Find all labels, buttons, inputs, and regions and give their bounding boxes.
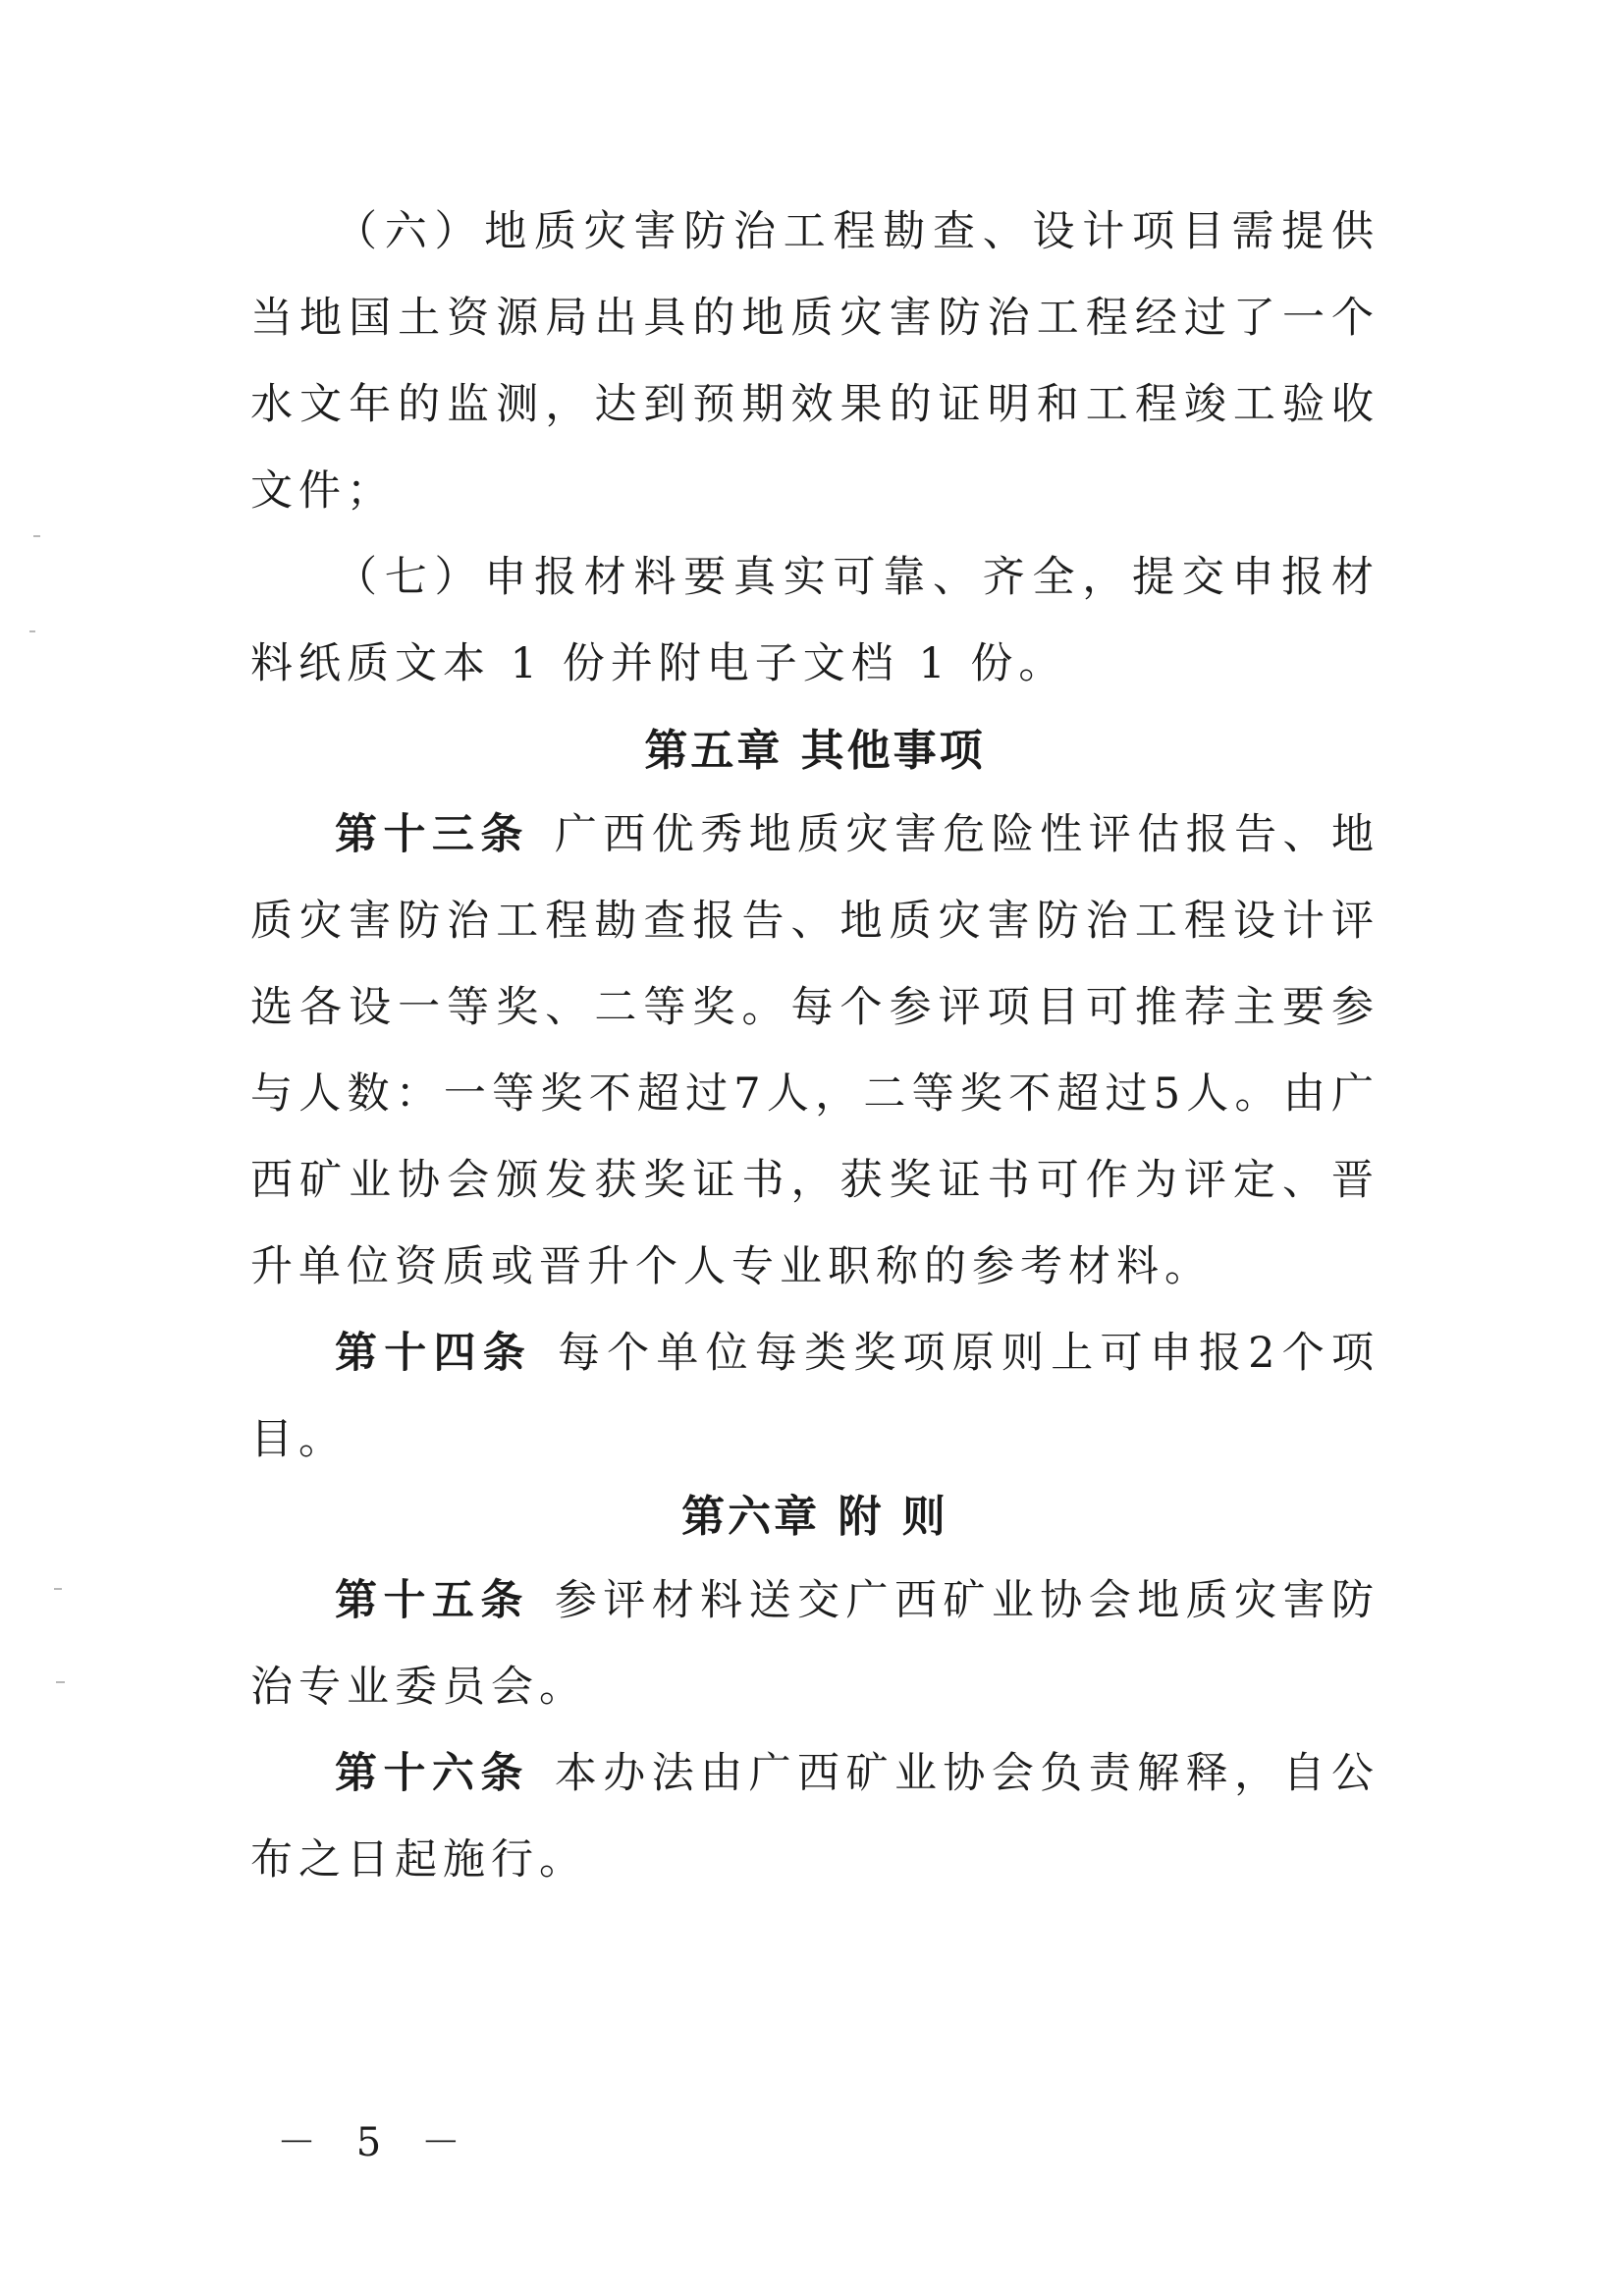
article-14-label: 第十四条 (335, 1329, 532, 1378)
paragraph-item-7: （七）申报材料要真实可靠、齐全，提交申报材料纸质文本 1 份并附电子文档 1 份。 (250, 553, 1380, 688)
chapter-6-body (250, 1558, 1380, 1903)
article-16-text: 本办法由广西矿业协会负责解释，自公布之日起施行。 (250, 1749, 1380, 1885)
article-15 (250, 1558, 1380, 1730)
article-13-text: 广西优秀地质灾害危险性评估报告、地质灾害防治工程勘查报告、地质灾害防治工程设计评选各设一等奖、二等奖。每个参评项目可推荐主要参与人数：一等奖不超过7人，二等奖不超过5人。由广西矿业协会颁发获奖证书，获奖证书可作为评定、晋升单位资质或晋升个人专业职称的参考材料。 (250, 810, 1380, 1291)
scan-mark (56, 1681, 65, 1683)
article-15-text: 参评材料送交广西矿业协会地质灾害防治专业委员会。 (250, 1576, 1380, 1712)
chapter-5-body (250, 792, 1380, 1483)
article-15-label: 第十五条 (335, 1576, 529, 1625)
scan-mark (33, 535, 40, 537)
article-13 (250, 792, 1380, 1310)
chapter-6-title: 第六章 附 则 (681, 1492, 948, 1542)
article-16 (250, 1730, 1380, 1903)
paragraph-item-6: （六）地质灾害防治工程勘查、设计项目需提供当地国土资源局出具的地质灾害防治工程经过了一个水文年的监测，达到预期效果的证明和工程竣工验收文件； (250, 207, 1380, 516)
intro-section (250, 189, 1380, 707)
scan-mark (29, 630, 35, 632)
article-16-label: 第十六条 (335, 1749, 529, 1798)
article-13-label: 第十三条 (335, 810, 529, 859)
scan-mark (54, 1588, 62, 1590)
page-number: － 5 － (277, 2120, 474, 2165)
article-14 (250, 1310, 1380, 1483)
chapter-5-title: 第五章 其他事项 (644, 726, 986, 776)
article-14-text: 每个单位每类奖项原则上可申报2个项目。 (250, 1329, 1380, 1464)
